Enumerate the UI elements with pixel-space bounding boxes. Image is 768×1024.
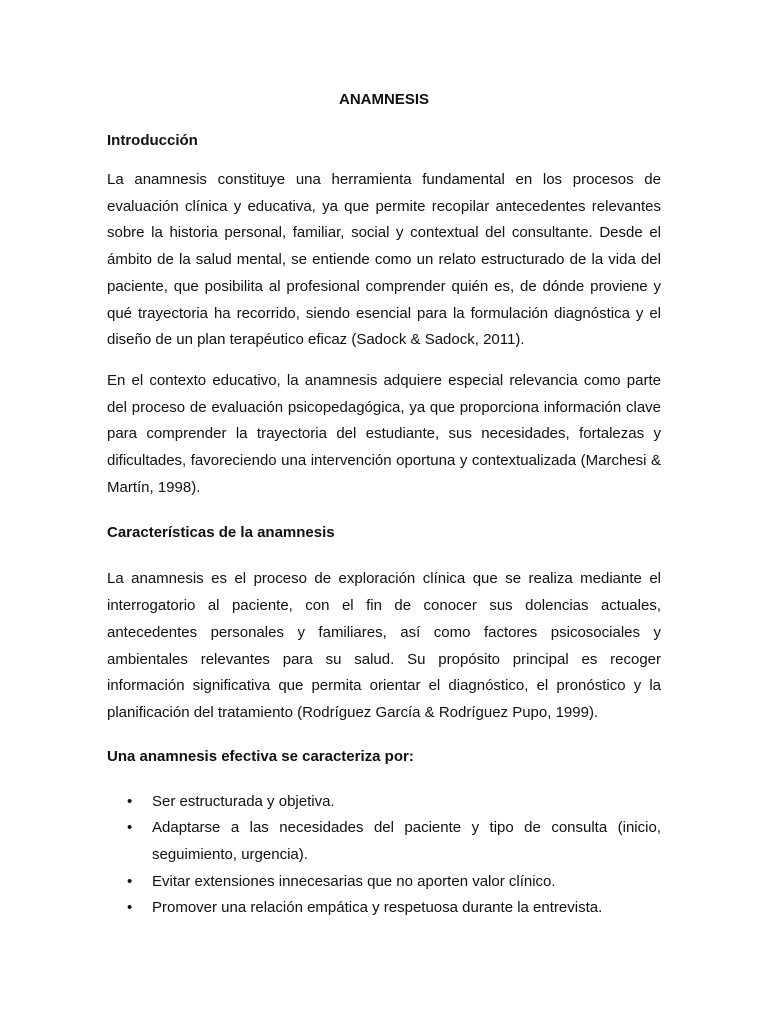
document-title: ANAMNESIS [338,91,429,108]
list-item-text: Adaptarse a las necesidades del paciente y tipo de consulta (inicio, seguimiento, urgencia). [152,819,661,864]
paragraph-introduccion-1: La anamnesis constituye una herramienta fundamental en los procesos de evaluación clínica y educativa, ya que permite recopilar antecedentes relevantes sobre la historia personal, familiar, social y contextual del consultante. Desde el ámbito de la salud mental, se entiende como un relato estructurado de la vida del paciente, que posibilita al profesional comprender quién es, de dónde proviene y qué trayectoria ha recorrido, siendo esencial para la formulación diagnóstica y el diseño de un plan terapéutico eficaz (Sadock & Sadock, 2011). [107,171,661,349]
bullet-icon: • [127,819,133,837]
list-item [107,789,661,816]
list-item-text: Ser estructurada y objetiva. [152,792,335,810]
bullet-icon: • [127,792,133,810]
section-heading-caracteristicas: Características de la anamnesis [107,524,335,542]
list-item-text: Evitar extensiones innecesarias que no aporten valor clínico. [152,872,556,890]
section-heading-anamnesis-efectiva: Una anamnesis efectiva se caracteriza por: [107,747,414,765]
list-item-text: Promover una relación empática y respetuosa durante la entrevista. [152,899,603,917]
bullet-icon: • [127,899,133,917]
section-heading-introduccion: Introducción [107,132,198,149]
paragraph-introduccion-2: En el contexto educativo, la anamnesis adquiere especial relevancia como parte del proceso de evaluación psicopedagógica, ya que proporciona información clave para comprender la trayectoria del estudiante, sus necesidades, fortalezas y dificultades, favoreciendo una intervención oportuna y contextualizada (Marchesi & Martín, 1998). [107,371,661,496]
list-item [107,895,661,922]
bullet-icon: • [127,872,133,890]
list-item [107,815,661,868]
characteristics-list [107,789,661,923]
list-item [107,869,661,896]
paragraph-caracteristicas-1: La anamnesis es el proceso de exploración clínica que se realiza mediante el interrogatorio al paciente, con el fin de conocer sus dolencias actuales, antecedentes personales y familiares, así como factores psicosociales y ambientales relevantes para su salud. Su propósito principal es recoger información significativa que permita orientar el diagnóstico, el pronóstico y la planificación del tratamiento (Rodríguez García & Rodríguez Pupo, 1999). [107,570,661,721]
